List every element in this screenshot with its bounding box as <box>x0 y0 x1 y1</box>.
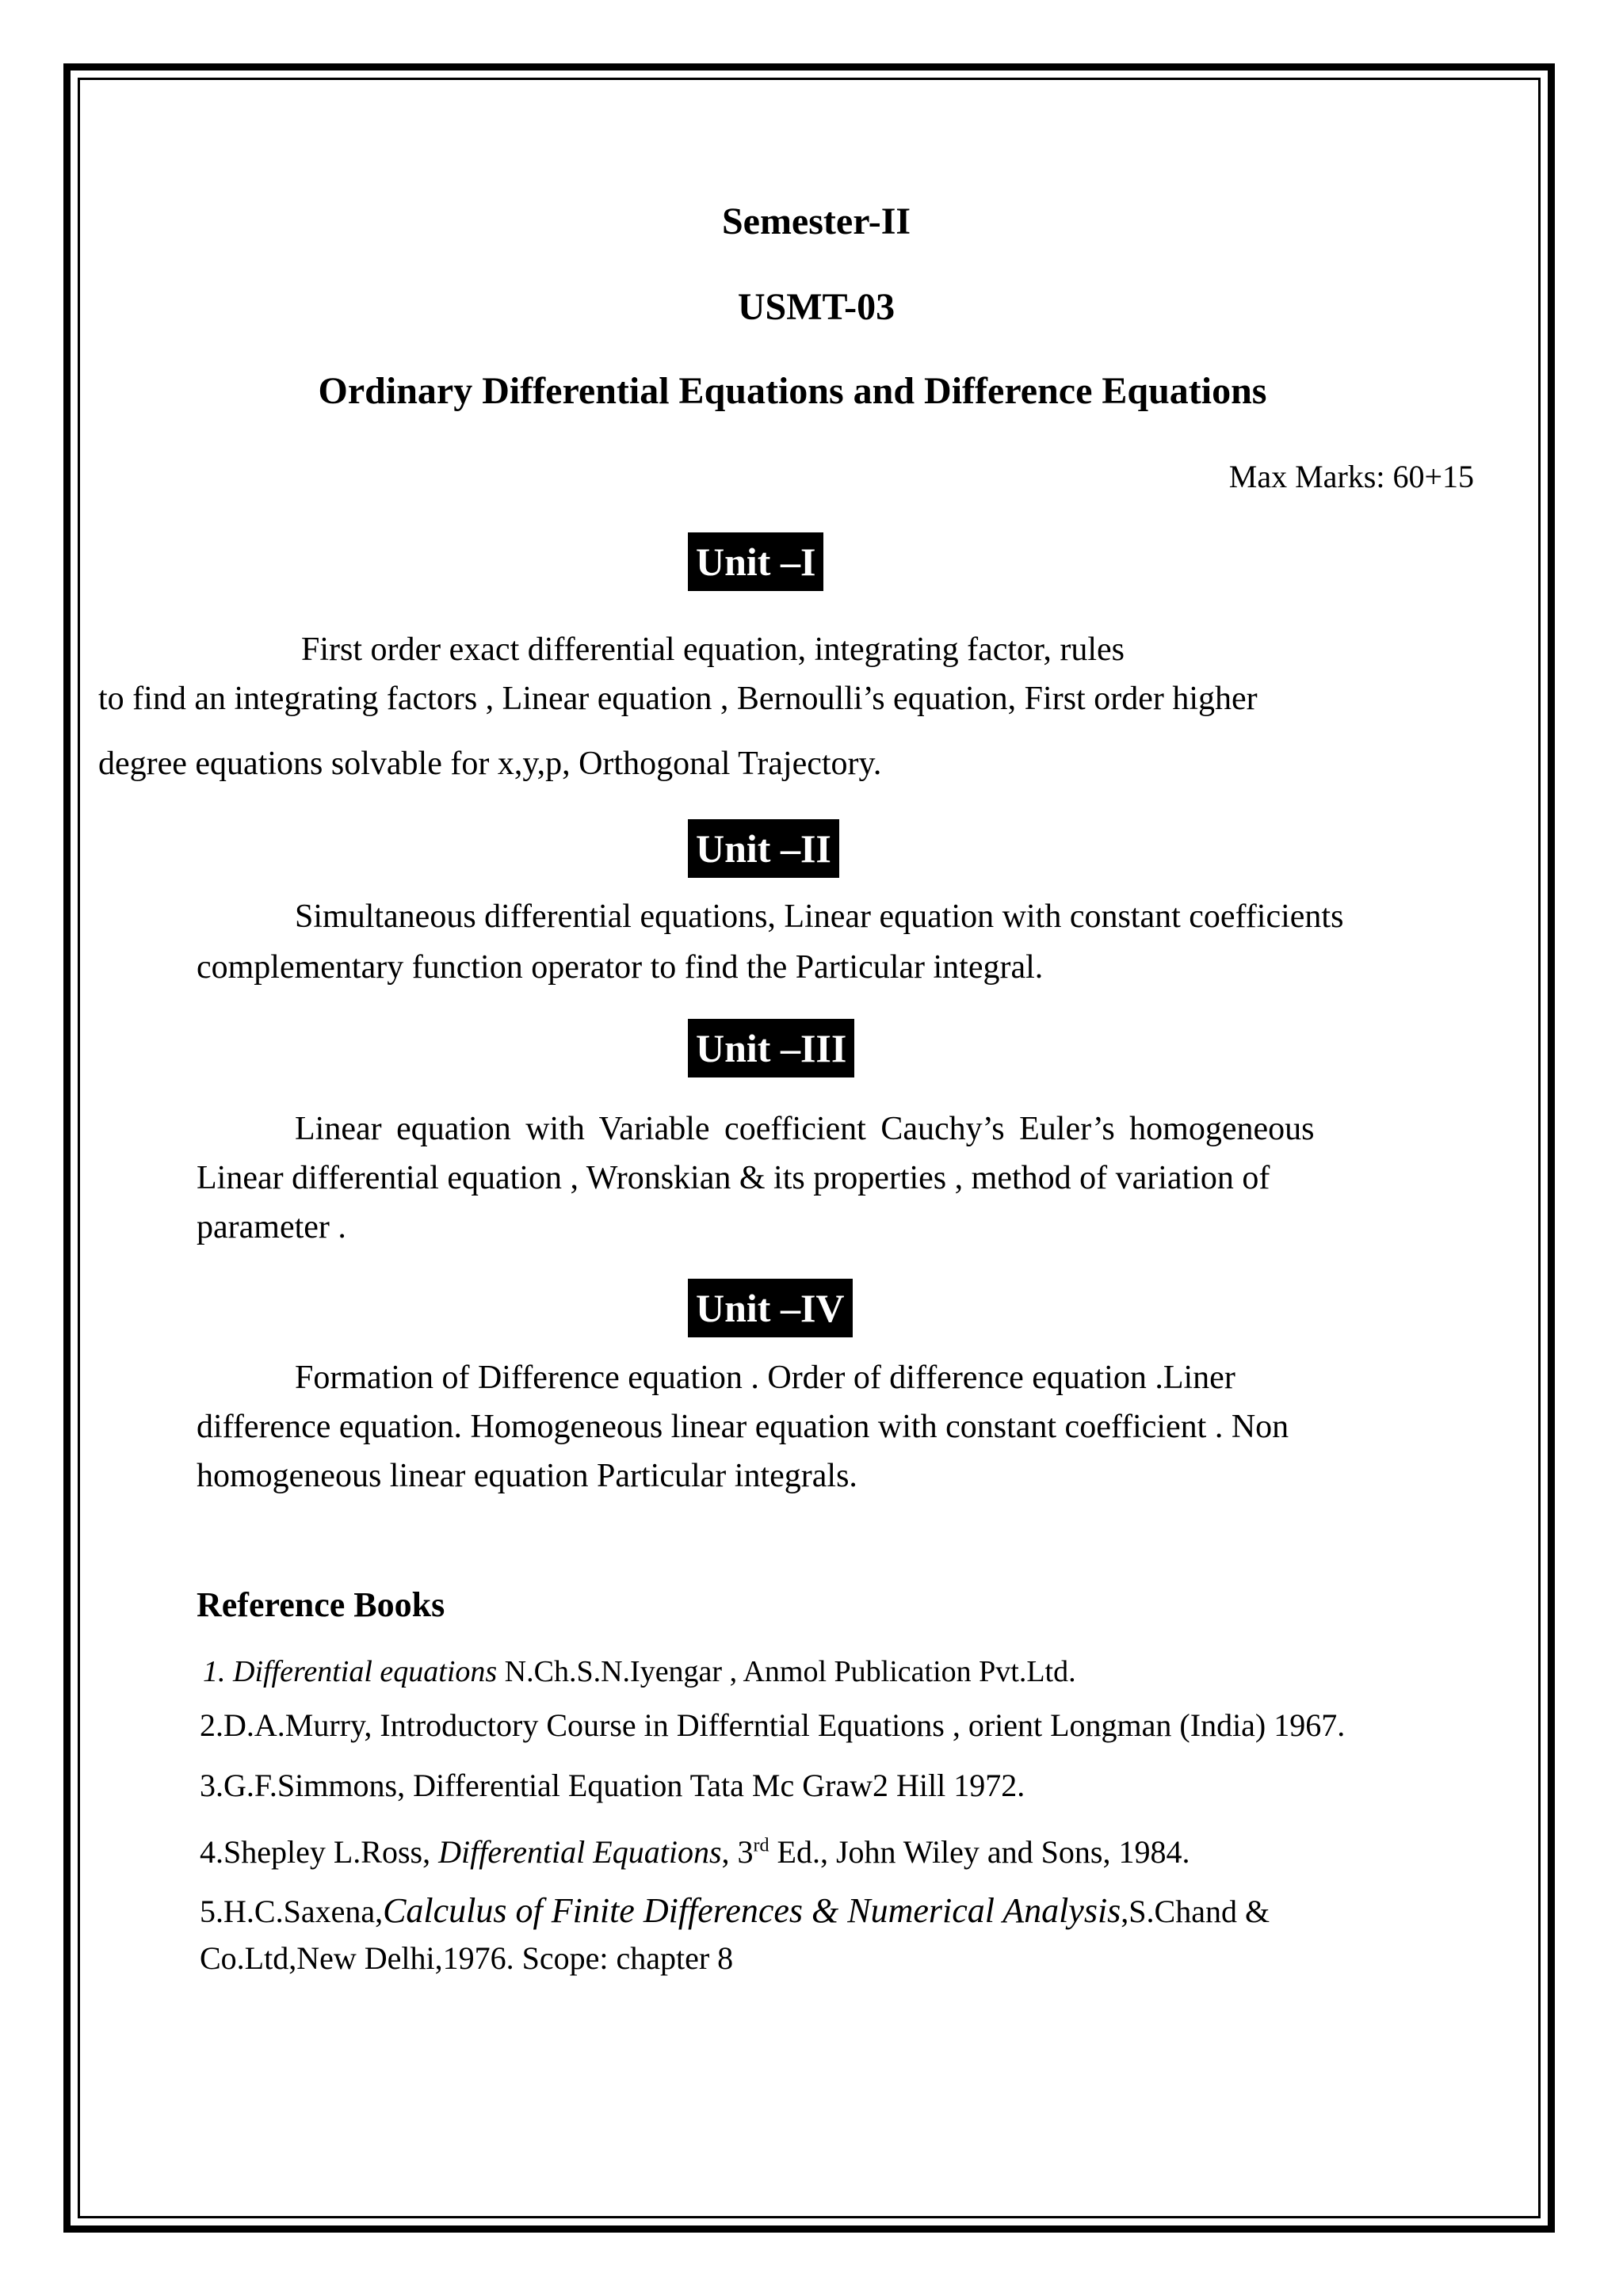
course-title-heading: Ordinary Differential Equations and Difference Equations <box>318 370 1267 412</box>
semester-heading: Semester-II <box>721 200 911 242</box>
reference-5-author: 5.H.C.Saxena, <box>200 1894 384 1929</box>
unit-1-line-3: degree equations solvable for x,y,p, Orthogonal Trajectory. <box>98 746 882 782</box>
unit-4-line-2: difference equation. Homogeneous linear equation with constant coefficient . Non <box>197 1409 1289 1445</box>
unit-2-line-1: Simultaneous differential equations, Linear equation with constant coefficients <box>295 898 1344 935</box>
reference-item-3: 3.G.F.Simmons, Differential Equation Tata Mc Graw2 Hill 1972. <box>200 1768 1025 1803</box>
reference-item-1 <box>203 1651 1076 1692</box>
reference-1-details: N.Ch.S.N.Iyengar , Anmol Publication Pvt.Ltd. <box>497 1655 1076 1688</box>
unit-3-label: Unit –III <box>688 1019 854 1077</box>
reference-4-title: Differential Equations <box>438 1834 722 1870</box>
unit-4-line-3: homogeneous linear equation Particular integrals. <box>197 1458 857 1494</box>
reference-4-publisher: Ed., John Wiley and Sons, 1984. <box>769 1834 1190 1870</box>
reference-1-number: 1. <box>203 1655 226 1688</box>
reference-4-edition: , 3 <box>721 1834 754 1870</box>
unit-4-line-1: Formation of Difference equation . Order of difference equation .Liner <box>295 1360 1235 1396</box>
unit-2-line-2: complementary function operator to find the Particular integral. <box>197 949 1044 986</box>
reference-1-title: Differential equations <box>233 1655 498 1688</box>
reference-item-5 <box>200 1890 1270 1932</box>
reference-item-5-continued: Co.Ltd,New Delhi,1976. Scope: chapter 8 <box>200 1940 734 1976</box>
unit-1-label: Unit –I <box>688 532 823 591</box>
reference-5-title: Calculus of Finite Differences & Numerical Analysis <box>383 1891 1121 1930</box>
unit-1-line-1: First order exact differential equation, integrating factor, rules <box>301 631 1125 668</box>
max-marks: Max Marks: 60+15 <box>1228 459 1474 494</box>
unit-2-label: Unit –II <box>688 819 839 878</box>
reference-item-2: 2.D.A.Murry, Introductory Course in Differntial Equations , orient Longman (India) 1967. <box>200 1707 1346 1743</box>
reference-5-publisher: ,S.Chand & <box>1121 1894 1270 1929</box>
reference-4-author: 4.Shepley L.Ross, <box>200 1834 439 1870</box>
course-code-heading: USMT-03 <box>737 286 896 328</box>
unit-3-line-1: Linear equation with Variable coefficient Cauchy’s Euler’s homogeneous <box>295 1111 1315 1147</box>
unit-3-line-2: Linear differential equation , Wronskian & its properties , method of variation of <box>197 1160 1270 1196</box>
reference-4-edition-suffix: rd <box>753 1835 769 1856</box>
reference-books-heading: Reference Books <box>197 1585 445 1624</box>
unit-4-label: Unit –IV <box>688 1279 853 1337</box>
reference-item-4 <box>200 1832 1190 1873</box>
unit-1-line-2: to find an integrating factors , Linear equation , Bernoulli’s equation, First order higher <box>98 681 1258 717</box>
unit-3-line-3: parameter . <box>197 1209 346 1245</box>
